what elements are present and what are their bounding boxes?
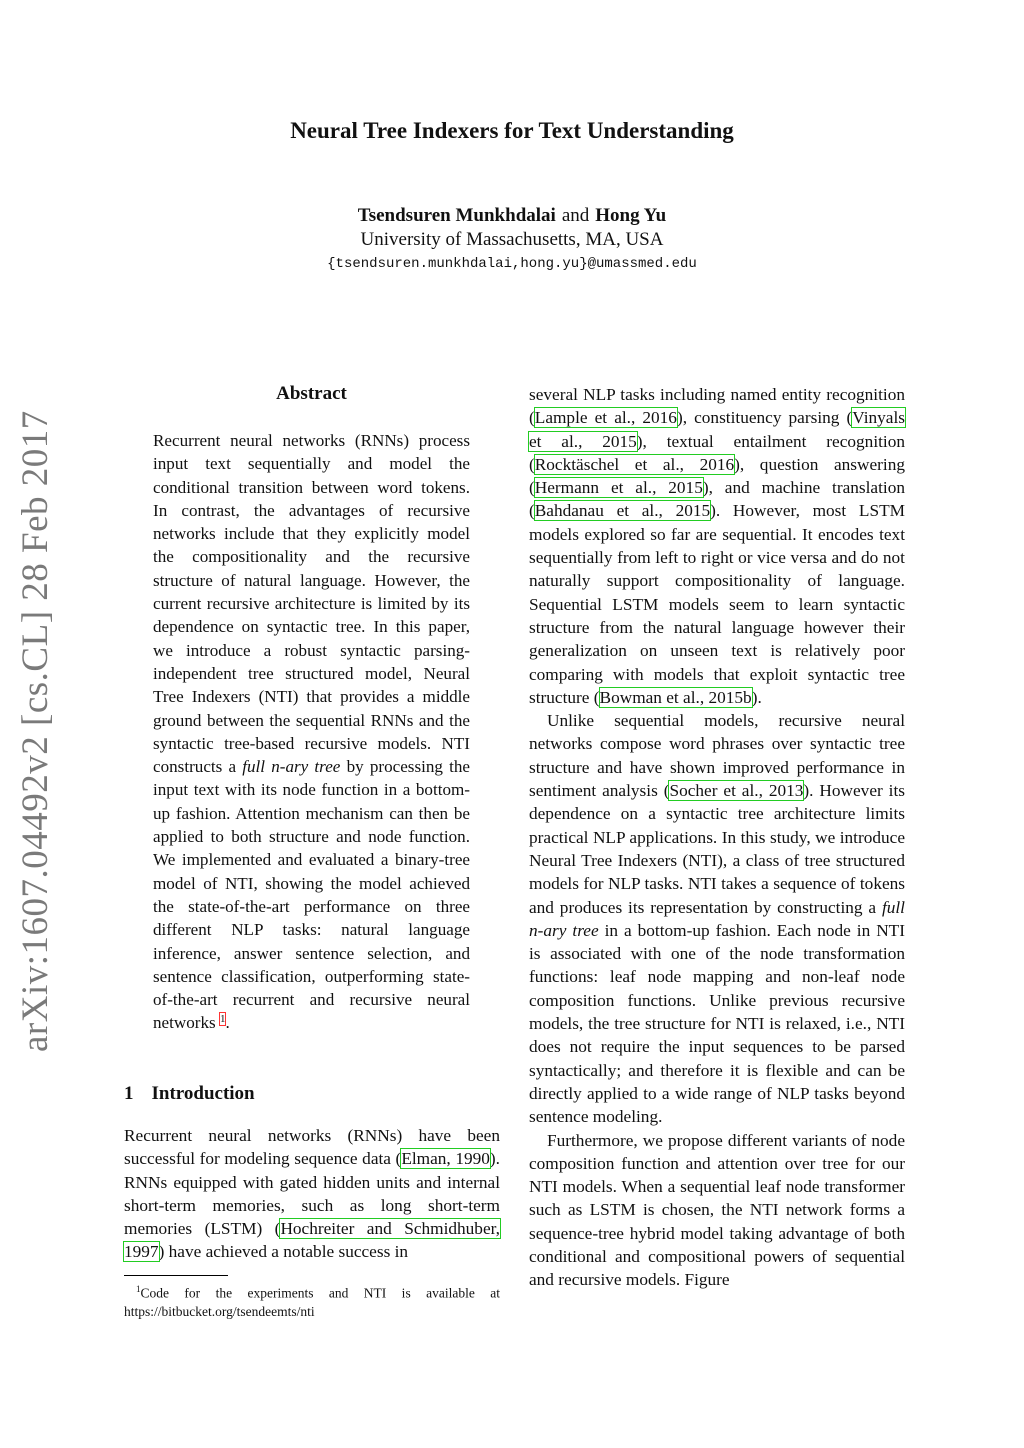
footnote-text: Code for the experiments and NTI is available at https://bitbucket.org/tsendeemts/nti <box>124 1285 500 1319</box>
section-number: 1 <box>124 1083 134 1104</box>
affiliation: University of Massachusetts, MA, USA <box>360 229 664 250</box>
abstract-emphasis: full n-ary tree <box>242 757 341 777</box>
citation-link[interactable]: Bowman et al., 2015b <box>599 687 752 707</box>
footnote-rule <box>124 1275 228 1276</box>
right-column <box>529 383 905 1292</box>
author-block <box>0 204 1024 276</box>
paragraph: several NLP tasks including named entity recognition (Lample et al., 2016), constituency parsing (Vinyals et al., 2015), textual entailment recognition (Rocktäschel et al., 2016), question answering (Hermann et al., 2015), and machine translation (Bahdanau et al., 2015). However, most LSTM models explored so far are sequential. It encodes text sequentially from left to right or vice versa and do not naturally support compositionality of language. Sequential LSTM models seem to learn syntactic structure from the natural language however their generalization on unseen text is relatively poor comparing with models that exploit syntactic tree structure (Bowman et al., 2015b). <box>529 385 905 707</box>
author-1: Tsendsuren Munkhdalai <box>357 205 556 226</box>
section-title: Introduction <box>151 1083 255 1104</box>
citation-link[interactable]: Rocktäschel et al., 2016 <box>534 454 735 474</box>
emphasis: full n-ary tree <box>529 897 905 940</box>
abstract-text: Recurrent neural networks (RNNs) process input text sequentially and model the conditional transition between word tokens. In contrast, the advantages of recursive networks include that they explicitly model the compositionality and the recursive structure of natural language. However, the current recursive architecture is limited by its dependence on syntactic tree. In this paper, we introduce a robust syntactic parsing-independent tree structured model, Neural Tree Indexers (NTI) that provides a middle ground between the sequential RNNs and the syntactic tree-based recursive models. NTI constructs a <box>153 431 470 777</box>
section-heading <box>124 1083 255 1105</box>
citation-link[interactable]: Hermann et al., 2015 <box>534 478 703 498</box>
footnote-mark: 1 <box>136 1284 141 1294</box>
citation-link[interactable]: Socher et al., 2013 <box>669 781 804 801</box>
paper-title: Neural Tree Indexers for Text Understanding <box>290 118 734 143</box>
author-names <box>0 204 1024 228</box>
footnote <box>124 1280 500 1321</box>
footnote-ref-link[interactable]: 1 <box>219 1012 226 1025</box>
arxiv-identifier: arXiv:1607.04492v2 [cs.CL] 28 Feb 2017 <box>15 410 56 1052</box>
abstract-heading: Abstract <box>276 383 347 404</box>
citation-link[interactable]: Hochreiter and Schmidhuber, 1997 <box>124 1219 500 1262</box>
citation-link[interactable]: Lample et al., 2016 <box>534 408 677 428</box>
paragraph: Unlike sequential models, recursive neural networks compose word phrases over syntactic tree structure and have shown improved performance in sentiment analysis (Socher et al., 2013). However its dependence on a syntactic tree architecture limits practical NLP applications. In this study, we introduce Neural Tree Indexers (NTI), a class of tree structured models for NLP tasks. NTI takes a sequence of tokens and produces its representation by constructing a full n-ary tree in a bottom-up fashion. Each node in NTI is associated with one of the node transformation functions: leaf node mapping and non-leaf node composition functions. Unlike previous recursive models, the tree structure for NTI is relaxed, i.e., NTI does not require the input sequences to be parsed syntactically; and therefore it is flexible and can be directly applied to a wide range of NLP tasks beyond sentence modeling. <box>529 711 905 1127</box>
author-email: {tsendsuren.munkhdalai,hong.yu}@umassmed.edu <box>327 256 697 272</box>
citation-link[interactable]: Bahdanau et al., 2015 <box>534 501 711 521</box>
abstract-text: by processing the input text with its node function in a bottom-up fashion. Attention mechanism can then be applied to both structure and node function. We implemented and evaluated a binary-tree model of NTI, showing the model achieved the state-of-the-art performance on three different NLP tasks: natural language inference, answer sentence selection, and sentence classification, outperforming state-of-the-art recurrent and recursive neural networks <box>153 757 471 1033</box>
abstract-body: Recurrent neural networks (RNNs) process input text sequentially and model the conditional transition between word tokens. In contrast, the advantages of recursive networks include that they explicitly model the compositionality and the recursive structure of natural language. However, the current recursive architecture is limited by its dependence on syntactic tree. In this paper, we introduce a robust syntactic parsing-independent tree structured model, Neural Tree Indexers (NTI) that provides a middle ground between the sequential RNNs and the syntactic tree-based recursive models. NTI constructs a full n-ary tree by processing the input text with its node function in a bottom-up fashion. Attention mechanism can then be applied to both structure and node function. We implemented and evaluated a binary-tree model of NTI, showing the model achieved the state-of-the-art performance on three different NLP tasks: natural language inference, answer sentence selection, and sentence classification, outperforming state-of-the-art recurrent and recursive neural networks $^1$. <box>153 431 471 1033</box>
author-2: Hong Yu <box>595 205 667 226</box>
author-conjunction: and <box>561 205 590 226</box>
intro-paragraph: Recurrent neural networks (RNNs) have been successful for modeling sequence data (Elman, 1990). RNNs equipped with gated hidden units and internal short-term memories, such as long short-term memories (LSTM) (Hochreiter and Schmidhuber, 1997) have achieved a notable success in <box>124 1126 500 1262</box>
citation-link[interactable]: Vinyals et al., 2015 <box>529 408 905 451</box>
paragraph: Furthermore, we propose different variants of node composition function and attention over tree for our NTI models. When a sequential leaf node transformer such as LSTM is chosen, the NTI network forms a sequence-tree hybrid model taking advantage of both conditional and compositional powers of sequential and recursive models. Figure <box>529 1130 905 1290</box>
citation-link[interactable]: Elman, 1990 <box>401 1149 490 1169</box>
